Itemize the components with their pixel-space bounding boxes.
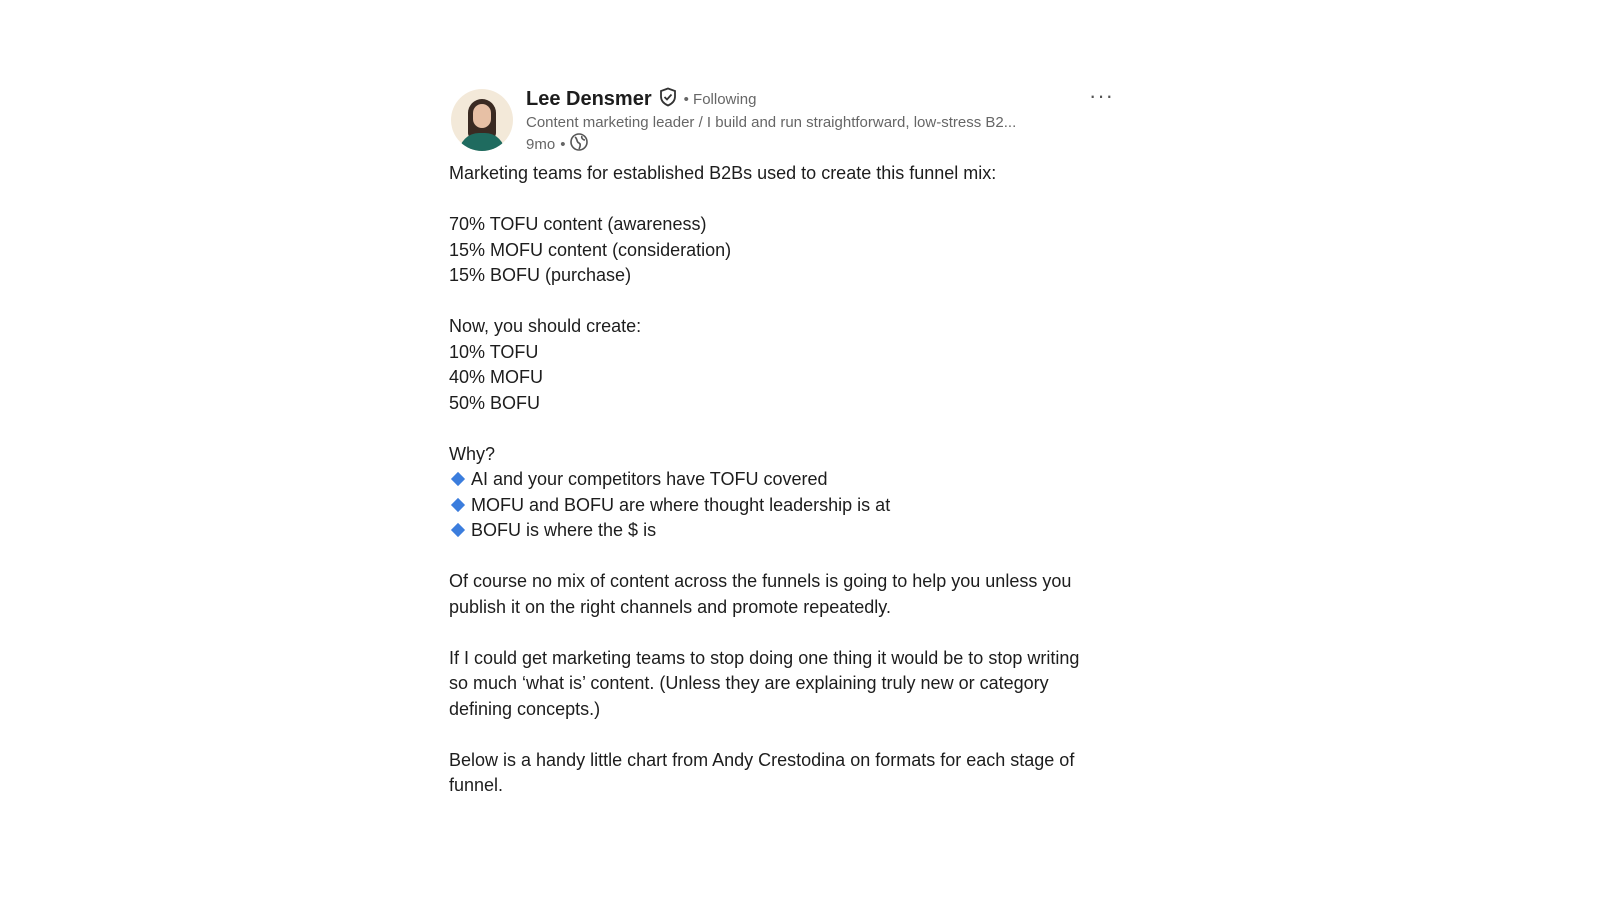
post-text: defining concepts.) <box>449 698 601 719</box>
post-text: so much ‘what is’ content. (Unless they are explaining truly new or category <box>449 673 1049 693</box>
post-header: Lee Densmer • Following Content marketing leader / I build and run straightforward, low-stress B2... 9mo • <box>526 86 1016 155</box>
author-name[interactable]: Lee Densmer <box>526 87 652 110</box>
post-text: 40% MOFU <box>449 367 544 387</box>
post-text: If I could get marketing teams to stop doing one thing it would be to stop writing <box>449 647 1080 668</box>
post-text: 15% MOFU content (consideration) <box>449 239 732 260</box>
post-text: 15% BOFU (purchase) <box>449 265 632 285</box>
author-headline: Content marketing leader / I build and run straightforward, low-stress B2... <box>526 114 1017 131</box>
reason-item: BOFU is where the $ is <box>471 520 657 540</box>
post-text: Now, you should create: <box>449 316 642 336</box>
blue-diamond-icon <box>451 472 465 486</box>
post-text: Marketing teams for established B2Bs used to create this funnel mix: <box>449 163 997 183</box>
more-options-button[interactable]: ··· <box>1089 83 1114 108</box>
post-text: 50% BOFU <box>449 392 541 413</box>
blue-diamond-icon <box>451 523 465 537</box>
post-text: 70% TOFU content (awareness) <box>449 214 707 234</box>
post-body <box>449 161 1119 799</box>
blue-diamond-icon <box>451 498 465 512</box>
post-text: Why? <box>449 443 496 464</box>
following-status[interactable]: Following <box>693 90 757 108</box>
post-text: Of course no mix of content across the funnels is going to help you unless you <box>449 571 1072 591</box>
post-text: publish it on the right channels and promote repeatedly. <box>449 596 891 617</box>
globe-icon <box>570 133 588 155</box>
post-text: Below is a handy little chart from Andy Crestodina on formats for each stage of <box>449 749 1075 770</box>
author-avatar[interactable] <box>451 89 513 151</box>
post-text: funnel. <box>449 775 504 795</box>
verified-shield-icon <box>658 87 678 112</box>
post-time: 9mo <box>526 135 556 153</box>
reason-item: AI and your competitors have TOFU covered <box>471 469 828 489</box>
reason-item: MOFU and BOFU are where thought leadership is at <box>471 494 891 515</box>
post-text: 10% TOFU <box>449 341 539 362</box>
